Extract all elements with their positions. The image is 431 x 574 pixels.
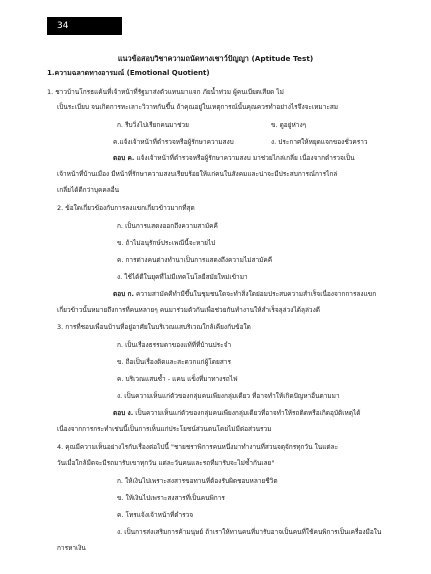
q1-option-c: ค.แจ้งเจ้าหน้าที่ตำรวจหรือผู้รักษาความสงบ <box>113 138 234 146</box>
q2-option-a: ก. เป็นการแสดงออกถึงความสามัคคี <box>117 222 218 230</box>
q1-answer-label: ตอบ ค. <box>113 154 135 162</box>
q4-option-d-line1: ง. เป็นการส่งเสริมการค้ามนุษย์ ถ้าเราให้ทานคนที่มารับอาจเป็นคนที่ใช้คนพิการเป็นเครื่องมือใน <box>117 528 382 536</box>
q2-text-line1: 2. ข้อใดเกี่ยวข้องกับการลงแขกเกี่ยวข้าวมากที่สุด <box>57 204 195 212</box>
q1-text-line2: เป็นระเบียบ จนเกิดการทะเลาะวิวาทกันขึ้น ถ้าคุณอยู่ในเหตุการณ์นั้นคุณควรทำอย่างไรจึงจะเหมาะสม <box>57 103 339 111</box>
q1-answer-text2: เจ้าหน้าที่บ้านเมือง มีหน้าที่รักษาความสงบเรียบร้อยให้แก่คนในสังคมและน่าจะมีประสบการณ์การไกล่ <box>57 170 338 178</box>
q2-answer-text1: ความสามัคคีทำมีขึ้นในชุมชนใดจะทำสิ่งใดย่อมประสบความสำเร็จเนื่องจากการลงแขก <box>133 290 377 298</box>
q3-answer <box>113 409 360 418</box>
q2-answer-label: ตอบ ก. <box>113 290 134 298</box>
q4-text-line1: 4. คุณมีความเห็นอย่างไรกับเรื่องต่อไปนี้ "ชายชราพิการคนหนึ่งมาทำงานที่สวนจตุจักรทุกวัน ในแต่ละ <box>57 443 339 451</box>
q3-answer-text2: เนื่องจากการกระทำเช่นนี้เป็นการเห็นแก่ประโยชน์ส่วนตนโดยไม่มีต่อส่วนรวม <box>57 425 272 433</box>
q1-option-a: ก. รีบวิ่งไปเรียกคนมาช่วย <box>117 121 189 129</box>
q3-option-c: ค. บริเวณแสนซ้ำ - แคน แข็งที่มาทางรถไฟ <box>117 375 238 383</box>
q3-answer-text1: เป็นความเห็นแก่ตัวของกลุ่มคนเพียงกลุ่มเดียวที่อาจทำให้รถติดหรือเกิดอุบัติเหตุได้ <box>133 409 361 417</box>
q1-option-d: ง. ประกาศให้หยุดแจกของชั่วคราว <box>271 138 368 146</box>
q2-option-b: ข. ถ้าไม่อนุรักษ์ประเพณีนี้จะหายไป <box>117 239 216 247</box>
q3-text-line1: 3. การที่ชอบเพื่อนบ้านที่อยู่อาศัยในบริเวณแสบริเวณใกล้เคียงกับข้อใด <box>57 323 251 331</box>
q1-answer-text3: เกลี่ยได้ดีกว่าบุคคลอื่น <box>57 186 120 194</box>
q1-option-b: ข. ดูอยู่ห่างๆ <box>271 121 307 129</box>
q4-option-c: ค. โทรแจ้งเจ้าหน้าที่ตำรวจ <box>117 511 194 519</box>
q1-answer-text1: แจ้งเจ้าหน้าที่ตำรวจหรือผู้รักษาความสงบ มาช่วยไกล่เกลี่ย เนื่องจากตำรวจเป็น <box>134 154 355 162</box>
q3-option-b: ข. ถือเป็นเรื่องติดและสะดวกแก่ผู้โดยสาร <box>117 358 231 366</box>
q2-option-c: ค. การต่างคนต่างทำนาเป็นการแสดงถึงความไม่สามัคคี <box>117 256 273 264</box>
q1-text-line1: 1. ชาวบ้านโกรธแค้นที่เจ้าหน้าที่รัฐมาส่งตัวแทนมาแจก ภัยน้ำท่วม ผู้คนเบียดเสียด ไม่ <box>47 88 284 96</box>
section-heading: 1.ความฉลาดทางอารมณ์ (Emotional Quotient) <box>47 69 210 77</box>
q4-option-a: ก. ให้เงินไปเพราะสงสารขอทานที่ต้องรับผิดชอบหลายชีวิต <box>117 477 278 485</box>
q2-option-d: ง. ใช้ได้ดีในยุคที่ไม่มีเทคโนโลยีสมัยใหม่เข้ามา <box>117 273 248 281</box>
q4-option-b: ข. ให้เงินไปเพราะสงสารที่เป็นคนพิการ <box>117 494 225 502</box>
q2-answer-text2: เกี่ยวข้าวนั้นหมายถึงการที่คนหลายๆ คนมาร่วมตัวกันเพื่อช่วยกันทำงานให้สำเร็จลุล่วงได้ลุล่วงดี <box>57 306 320 314</box>
q3-option-a: ก. เป็นเรื่องธรรมดาของแท้ที่ที่บ้านประจำ <box>117 341 232 349</box>
q4-text-line2: วันเมื่อใกล้มืดจะมีรถมารับเขาทุกวัน แต่ละวันคนและรถที่มารับจะไม่ซ้ำกันเลย" <box>57 459 275 467</box>
q3-answer-label: ตอบ ง. <box>113 409 134 417</box>
q3-option-d: ง. เป็นความเห็นแก่ตัวของกลุ่มคนเพียงกลุ่มเดียว ที่อาจทำให้เกิดปัญหาอื่นตามมา <box>117 392 340 400</box>
page-number-badge: 34 <box>47 17 122 35</box>
q4-option-d-line2: การหาเงิน <box>57 544 86 552</box>
q1-answer <box>113 154 355 163</box>
q2-answer <box>113 290 376 299</box>
document-title: แนวข้อสอบวิชาความถนัดทางเชาว์ปัญญา (Aptitude Test) <box>117 54 314 63</box>
